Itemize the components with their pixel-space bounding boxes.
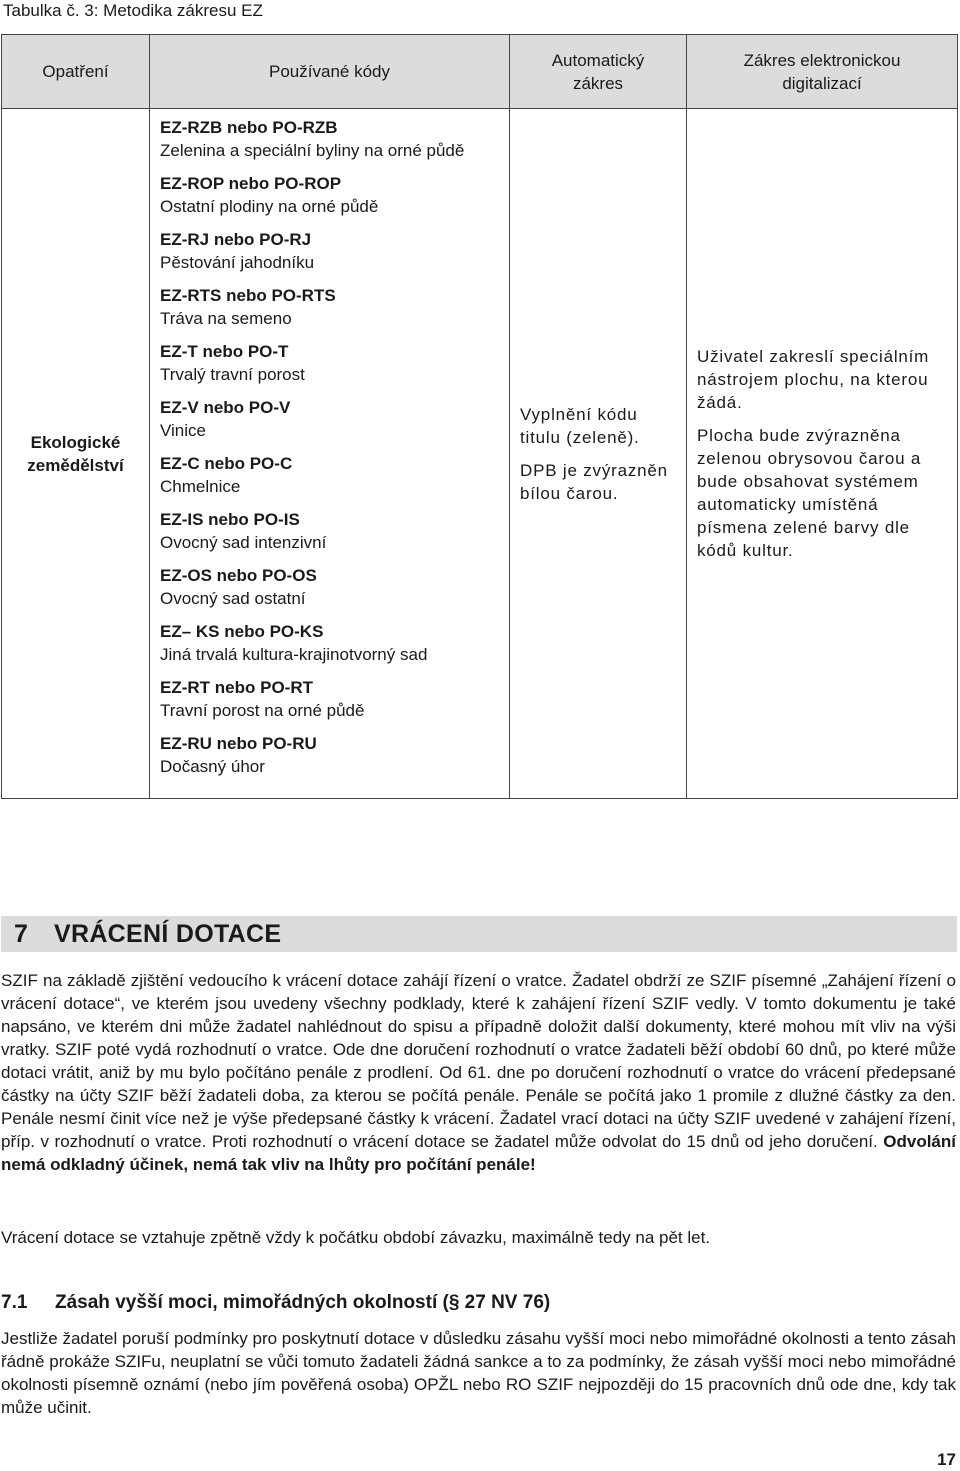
page-number: 17 <box>937 1450 956 1469</box>
subsection-number: 7.1 <box>1 1292 28 1313</box>
code-description: Vinice <box>160 421 206 440</box>
auto-note: DPB je zvýrazněn bílou čarou. <box>520 460 668 503</box>
code-label: EZ-RTS nebo PO-RTS <box>160 286 336 305</box>
code-label: EZ-RZB nebo PO-RZB <box>160 118 338 137</box>
subsection-heading <box>1 1290 550 1315</box>
code-description: Ovocný sad ostatní <box>160 589 306 608</box>
code-description: Tráva na semeno <box>160 309 292 328</box>
header-digital: Zákres elektronickou digitalizací <box>687 35 958 109</box>
code-item <box>160 508 499 554</box>
code-description: Dočasný úhor <box>160 757 265 776</box>
code-description: Pěstování jahodníku <box>160 253 315 272</box>
code-label: EZ-RU nebo PO-RU <box>160 734 317 753</box>
code-item <box>160 732 499 778</box>
code-item <box>160 452 499 498</box>
table-caption: Tabulka č. 3: Metodika zákresu EZ <box>3 1 263 20</box>
methodology-table <box>1 34 958 799</box>
code-label: EZ-ROP nebo PO-ROP <box>160 174 342 193</box>
body-paragraph: Vrácení dotace se vztahuje zpětně vždy k počátku období závazku, maximálně tedy na pět let. <box>1 1228 711 1247</box>
code-item <box>160 620 499 666</box>
table-header-row <box>2 35 958 109</box>
code-item <box>160 340 499 386</box>
code-label: EZ-T nebo PO-T <box>160 342 289 361</box>
code-label: EZ-C nebo PO-C <box>160 454 293 473</box>
code-item <box>160 172 499 218</box>
codes-cell <box>150 109 510 799</box>
section-number: 7 <box>14 920 29 948</box>
code-description: Trvalý travní porost <box>160 365 305 384</box>
header-measure: Opatření <box>2 35 150 109</box>
auto-cell <box>510 109 687 799</box>
body-paragraph: Jestliže žadatel poruší podmínky pro poskytnutí dotace v důsledku zásahu vyšší moci nebo mimořádné okolnosti a tento zásah řádně prokáže SZIFu, neuplatní se vůči tomuto žadateli žádná sankce a to za podmínky, že zásah vyšší moci nebo mimořádné okolnosti písemně oznámí (nebo jím pověřená osoba) OPŽL nebo RO SZIF nejpozději do 15 pracovních dnů ode dne, kdy tak může učinit. <box>1 1329 956 1417</box>
code-description: Ovocný sad intenzivní <box>160 533 327 552</box>
code-label: EZ-V nebo PO-V <box>160 398 291 417</box>
measure-cell: Ekologické zemědělství <box>2 109 150 799</box>
body-paragraph: SZIF na základě zjištění vedoucího k vrácení dotace zahájí řízení o vratce. Žadatel obdrží ze SZIF písemné „Zahájení řízení o vrácení dotace“, ve kterém jsou uvedeny všechny podklady, které k zahájení řízení SZIF vedly. V tomto dokumentu je také napsáno, ve kterém dni může žadatel nahlédnout do spisu a případně doložit další dokumenty, které mohou mít vliv na výši vratky. SZIF poté vydá rozhodnutí o vratce. Ode dne doručení rozhodnutí o vratce žadateli běží období 60 dnů, po které může dotaci vrátit, aniž by mu bylo počítáno penále z prodlení. Od 61. dne po doručení rozhodnutí o vratce do vrácení předepsané částky na účty SZIF běží žadateli doba, za kterou se počítá penále. Penále se počítá jako 1 promile z dlužné částky za den. Penále nesmí činit více než je výše předepsané částky k vrácení. Žadatel vrací dotaci na účty SZIF uvedené v zahájení řízení, příp. v rozhodnutí o vratce. Proti rozhodnutí o vrácení dotace se žadatel může odvolat do 15 dnů od jeho doručení. Odvolání nemá odkladný účinek, nemá tak vliv na lhůty pro počítání penále! <box>1 971 956 1174</box>
code-description: Travní porost na orné půdě <box>160 701 365 720</box>
section-title: VRÁCENÍ DOTACE <box>54 920 282 948</box>
digital-cell <box>687 109 958 799</box>
code-description: Chmelnice <box>160 477 241 496</box>
code-item <box>160 284 499 330</box>
code-label: EZ-RT nebo PO-RT <box>160 678 313 697</box>
code-item <box>160 564 499 610</box>
code-item <box>160 116 499 162</box>
code-item <box>160 676 499 722</box>
code-label: EZ-OS nebo PO-OS <box>160 566 317 585</box>
code-label: EZ-RJ nebo PO-RJ <box>160 230 312 249</box>
auto-note: Vyplnění kódu titulu (zeleně). <box>520 404 640 447</box>
code-description: Zelenina a speciální byliny na orné půdě <box>160 141 465 160</box>
section-heading <box>1 916 957 952</box>
code-item <box>160 228 499 274</box>
subsection-title: Zásah vyšší moci, mimořádných okolností (§ 27 NV 76) <box>55 1292 551 1313</box>
code-label: EZ-IS nebo PO-IS <box>160 510 300 529</box>
digital-note: Plocha bude zvýrazněna zelenou obrysovou čarou a bude obsahovat systémem automaticky umístěná písmena zelené barvy dle kódů kultur. <box>697 426 922 560</box>
bold-notice: Odvolání nemá odkladný účinek, nemá tak vliv na lhůty pro počítání penále! <box>1 1132 956 1174</box>
code-description: Jiná trvalá kultura-krajinotvorný sad <box>160 645 428 664</box>
code-label: EZ– KS nebo PO-KS <box>160 622 324 641</box>
code-description: Ostatní plodiny na orné půdě <box>160 197 379 216</box>
digital-note: Uživatel zakreslí speciálním nástrojem plochu, na kterou žádá. <box>697 347 930 412</box>
header-auto: Automatický zákres <box>510 35 687 109</box>
table-row <box>2 109 958 799</box>
header-codes: Používané kódy <box>150 35 510 109</box>
code-item <box>160 396 499 442</box>
